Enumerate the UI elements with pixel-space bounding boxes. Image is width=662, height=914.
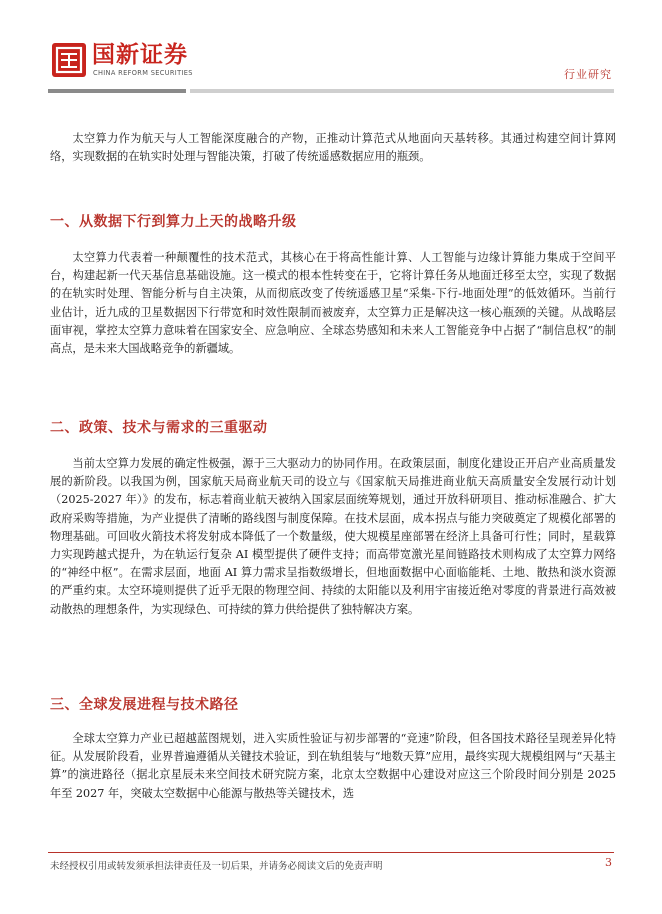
svg-text:国: 国	[68, 65, 70, 66]
report-type-label: 行业研究	[564, 68, 612, 81]
footer-divider	[48, 852, 614, 853]
intro-paragraph: 太空算力作为航天与人工智能深度融合的产物，正推动计算范式从地面向天基转移。其通过构建空间计算网络，实现数据的在轨实时处理与智能决策，打破了传统遥感数据应用的瓶颈。	[50, 132, 616, 164]
page-number: 3	[605, 856, 612, 869]
brand-name-english: CHINA REFORM SECURITIES	[93, 69, 193, 77]
page-header	[0, 0, 662, 100]
section-body-1: 太空算力代表着一种颠覆性的技术范式，其核心在于将高性能计算、人工智能与边缘计算能力集成于空间平台，构建起新一代天基信息基础设施。这一模式的根本性转变在于，它将计算任务从地面迁移至太空，实现了数据的在轨实时处理、智能分析与自主决策，从而彻底改变了传统遥感卫星“采集-下行-地面处理”的低效循环。当前行业估计，近九成的卫星数据因下行带宽和时效性限制而被废弃，太空算力正是解决这一核心瓶颈的关键。从战略层面审视，掌控太空算力意味着在国家安全、应急响应、全球态势感知和未来人工智能竞争中占据了“制信息权”的制高点，是未来大国战略竞争的新疆域。	[50, 251, 616, 356]
section-heading-3: 三、全球发展进程与技术路径	[50, 697, 239, 713]
footer-disclaimer: 未经授权引用或转发须承担法律责任及一切后果，并请务必阅读文后的免责声明	[50, 861, 383, 872]
header-divider-dark	[48, 89, 186, 93]
section-heading-2: 二、政策、技术与需求的三重驱动	[50, 420, 268, 436]
section-body-3: 全球太空算力产业已超越蓝图规划，进入实质性验证与初步部署的“竞速”阶段，但各国技术路径呈现差异化特征。从发展阶段看，业界普遍遵循从关键技术验证，到在轨组装与“地数天算”应用，最终实现大规模组网与“天基主算”的演进路径（据北京星辰未来空间技术研究院方案，北京太空数据中心建设对应这三个阶段时间分别是 2025 年至 2027 年，突破太空数据中心能源与散热等关键技术，选	[50, 732, 616, 800]
brand-name: 国新证券	[92, 42, 188, 68]
header-divider-light	[190, 89, 614, 93]
logo-mark-icon	[52, 43, 86, 77]
section-body-2: 当前太空算力发展的确定性极强，源于三大驱动力的协同作用。在政策层面，制度化建设正开启产业高质量发展的新阶段。以我国为例，国家航天局商业航天司的设立与《国家航天局推进商业航天高质量安全发展行动计划（2025-2027 年）》的发布，标志着商业航天被纳入国家层面统筹规划，通过开放科研项目、推动标准融合、扩大政府采购等措施，为产业提供了清晰的路线图与制度保障。在技术层面，成本拐点与能力突破奠定了规模化部署的物理基础。可回收火箭技术将发射成本降低了一个数量级，使大规模星座部署在经济上具备可行性；同时，星载算力实现跨越式提升，为在轨运行复杂 AI 模型提供了硬件支持；而高带宽激光星间链路技术则构成了太空算力网络的“神经中枢”。在需求层面，地面 AI 算力需求呈指数级增长，但地面数据中心面临能耗、土地、散热和淡水资源的严重约束。太空环境则提供了近乎无限的物理空间、持续的太阳能以及利用宇宙接近绝对零度的背景进行高效被动散热的理想条件，为实现绿色、可持续的算力供给提供了独特解决方案。	[50, 457, 616, 616]
section-heading-1: 一、从数据下行到算力上天的战略升级	[50, 214, 297, 230]
